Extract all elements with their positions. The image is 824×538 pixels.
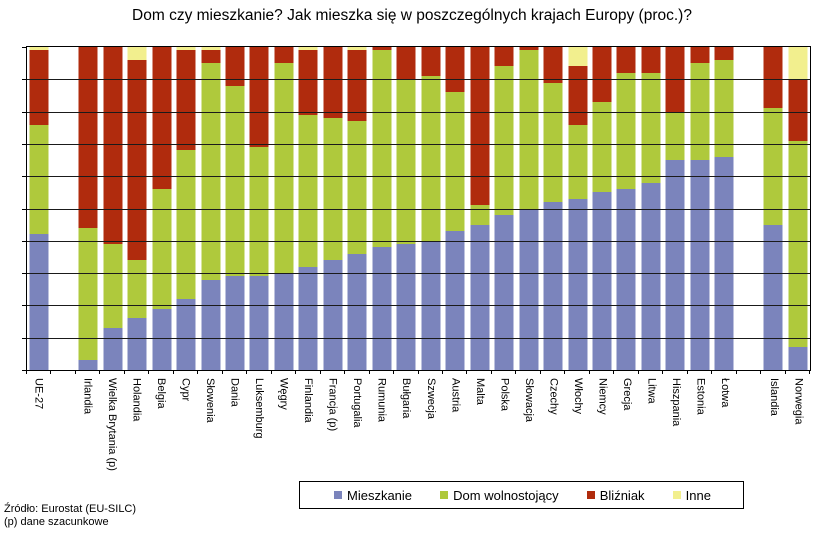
x-axis-label: Norwegia [792, 378, 805, 425]
y-axis-tick [22, 305, 27, 306]
legend-entry-Dom wolnostojący [440, 488, 559, 503]
x-axis-label: Wielka Brytania (p) [105, 378, 118, 471]
x-axis-label: Irlandia [81, 378, 94, 415]
x-axis-tick [466, 370, 467, 374]
x-axis-tick [736, 370, 737, 374]
segment-Bliźniak [446, 47, 465, 92]
x-axis-label: Włochy [571, 378, 584, 415]
segment-Bliźniak [690, 47, 709, 63]
segment-Dom wolnostojący [641, 73, 660, 183]
segment-Dom wolnostojący [544, 83, 563, 203]
x-axis-labels [26, 378, 811, 482]
gridline [27, 176, 810, 177]
segment-Mieszkanie [225, 276, 244, 370]
x-axis-tick [197, 370, 198, 374]
segment-Bliźniak [177, 50, 196, 150]
segment-Mieszkanie [788, 347, 807, 370]
x-axis-tick [246, 370, 247, 374]
x-axis-label: Łotwa [719, 378, 732, 408]
segment-Dom wolnostojący [421, 76, 440, 241]
segment-Dom wolnostojący [30, 125, 49, 235]
segment-Dom wolnostojący [128, 260, 147, 318]
segment-Bliźniak [593, 47, 612, 102]
x-axis-tick [564, 370, 565, 374]
x-axis-tick [222, 370, 223, 374]
segment-Dom wolnostojący [79, 228, 98, 360]
segment-Bliźniak [641, 47, 660, 73]
segment-Mieszkanie [30, 234, 49, 370]
gridline [27, 144, 810, 145]
x-axis-tick [369, 370, 370, 374]
legend-label: Bliźniak [599, 487, 645, 503]
segment-Bliźniak [421, 47, 440, 76]
x-axis-tick [418, 370, 419, 374]
x-axis-tick [99, 370, 100, 374]
segment-Mieszkanie [568, 199, 587, 370]
legend-swatch-icon [673, 491, 681, 499]
x-axis-tick [393, 370, 394, 374]
segment-Mieszkanie [495, 215, 514, 370]
segment-Bliźniak [152, 47, 171, 189]
segment-Dom wolnostojący [323, 118, 342, 260]
segment-Mieszkanie [617, 189, 636, 370]
gridline [27, 305, 810, 306]
segment-Mieszkanie [201, 280, 220, 370]
segment-Bliźniak [617, 47, 636, 73]
y-axis-tick [22, 47, 27, 48]
x-axis-tick [148, 370, 149, 374]
y-axis-tick [22, 241, 27, 242]
x-axis-tick [173, 370, 174, 374]
segment-Mieszkanie [79, 360, 98, 370]
x-axis-tick [711, 370, 712, 374]
segment-Bliźniak [470, 47, 489, 205]
chart-title: Dom czy mieszkanie? Jak mieszka się w poszczególnych krajach Europy (proc.)? [132, 7, 692, 24]
segment-Inne [128, 47, 147, 60]
segment-Mieszkanie [764, 225, 783, 370]
x-axis-label: Portugalia [351, 378, 364, 428]
source-line-1: Źródło: Eurostat (EU-SILC) [4, 503, 137, 515]
x-axis-label: Bułgaria [400, 378, 413, 419]
x-axis-label: Słowacja [522, 378, 535, 423]
gridline [27, 209, 810, 210]
legend-entry-Bliźniak [587, 488, 645, 503]
segment-Dom wolnostojący [103, 244, 122, 328]
x-axis-tick [638, 370, 639, 374]
segment-Dom wolnostojący [299, 115, 318, 267]
y-axis-tick [22, 144, 27, 145]
segment-Bliźniak [544, 47, 563, 83]
x-axis-tick [320, 370, 321, 374]
x-axis-tick [687, 370, 688, 374]
legend-swatch-icon [587, 491, 595, 499]
legend-swatch-icon [440, 491, 448, 499]
gridline [27, 338, 810, 339]
x-axis-tick [491, 370, 492, 374]
x-axis-label: Malta [473, 378, 486, 405]
segment-Mieszkanie [128, 318, 147, 370]
x-axis-tick [295, 370, 296, 374]
x-axis-tick [442, 370, 443, 374]
segment-Bliźniak [397, 47, 416, 79]
x-axis-label: Szwecja [424, 378, 437, 419]
x-axis-label: UE-27 [32, 378, 45, 410]
segment-Dom wolnostojący [225, 86, 244, 277]
x-axis-tick [124, 370, 125, 374]
source-line-2: (p) dane szacunkowe [4, 516, 109, 528]
x-axis-label: Francja (p) [326, 378, 339, 432]
segment-Bliźniak [788, 79, 807, 140]
segment-Mieszkanie [372, 247, 391, 370]
segment-Dom wolnostojący [201, 63, 220, 279]
segment-Dom wolnostojący [593, 102, 612, 192]
x-axis-label: Polska [498, 378, 511, 412]
legend-label: Dom wolnostojący [453, 487, 559, 503]
segment-Mieszkanie [519, 209, 538, 371]
x-axis-tick [344, 370, 345, 374]
segment-Dom wolnostojący [666, 112, 685, 160]
x-axis-tick [50, 370, 51, 374]
y-axis-tick [22, 338, 27, 339]
segment-Bliźniak [30, 50, 49, 124]
legend-entry-Inne [673, 488, 711, 503]
y-axis-tick [22, 209, 27, 210]
x-axis-label: Austria [449, 378, 462, 413]
x-axis-label: Czechy [547, 378, 560, 415]
x-axis-label: Słowenia [203, 378, 216, 423]
segment-Bliźniak [495, 47, 514, 66]
gridline [27, 241, 810, 242]
x-axis-tick [75, 370, 76, 374]
x-axis-tick [589, 370, 590, 374]
segment-Dom wolnostojący [348, 121, 367, 253]
x-axis-label: Finlandia [302, 378, 315, 423]
segment-Bliźniak [103, 47, 122, 244]
segment-Mieszkanie [593, 192, 612, 370]
x-axis-tick [809, 370, 810, 374]
x-axis-tick [515, 370, 516, 374]
x-axis-label: Niemcy [596, 378, 609, 415]
segment-Dom wolnostojący [152, 189, 171, 309]
segment-Dom wolnostojący [788, 141, 807, 348]
x-axis-label: Holandia [130, 378, 143, 422]
x-axis-label: Cypr [179, 378, 192, 402]
segment-Mieszkanie [152, 309, 171, 370]
segment-Bliźniak [299, 50, 318, 115]
segment-Bliźniak [323, 47, 342, 118]
x-axis-tick [540, 370, 541, 374]
legend-entry-Mieszkanie [334, 488, 412, 503]
segment-Mieszkanie [544, 202, 563, 370]
gridline [27, 273, 810, 274]
gridline [27, 112, 810, 113]
x-axis-tick [26, 370, 27, 374]
x-axis-label: Dania [228, 378, 241, 407]
segment-Dom wolnostojący [446, 92, 465, 231]
x-axis-label: Węgry [277, 378, 290, 410]
segment-Mieszkanie [348, 254, 367, 370]
segment-Dom wolnostojący [764, 108, 783, 224]
x-axis-label: Belgia [154, 378, 167, 409]
legend-label: Inne [685, 487, 711, 503]
x-axis-label: Rumunia [375, 378, 388, 423]
segment-Mieszkanie [103, 328, 122, 370]
gridline [27, 79, 810, 80]
legend [299, 481, 744, 509]
segment-Bliźniak [201, 50, 220, 63]
source-note [4, 503, 136, 529]
segment-Mieszkanie [470, 225, 489, 370]
y-axis-tick [22, 273, 27, 274]
segment-Inne [788, 47, 807, 79]
x-axis-label: Grecja [621, 378, 634, 411]
x-axis-label: Luksemburg [253, 378, 266, 439]
x-axis-tick [613, 370, 614, 374]
segment-Dom wolnostojący [519, 50, 538, 208]
legend-swatch-icon [334, 491, 342, 499]
segment-Mieszkanie [323, 260, 342, 370]
y-axis-tick [22, 176, 27, 177]
segment-Mieszkanie [641, 183, 660, 370]
segment-Mieszkanie [274, 273, 293, 370]
x-axis-tick [662, 370, 663, 374]
segment-Dom wolnostojący [177, 150, 196, 299]
segment-Dom wolnostojący [617, 73, 636, 189]
x-axis-tick [271, 370, 272, 374]
segment-Mieszkanie [446, 231, 465, 370]
segment-Bliźniak [715, 47, 734, 60]
segment-Bliźniak [764, 47, 783, 108]
segment-Inne [568, 47, 587, 66]
x-axis-label: Islandia [768, 378, 781, 416]
x-axis-tick [785, 370, 786, 374]
segment-Bliźniak [250, 47, 269, 147]
legend-label: Mieszkanie [347, 487, 413, 503]
segment-Mieszkanie [250, 276, 269, 370]
segment-Dom wolnostojący [495, 66, 514, 215]
x-axis-label: Estonia [694, 378, 707, 415]
segment-Mieszkanie [299, 267, 318, 370]
segment-Mieszkanie [397, 244, 416, 370]
segment-Bliźniak [274, 47, 293, 63]
x-axis-tick [760, 370, 761, 374]
segment-Dom wolnostojący [715, 60, 734, 157]
segment-Dom wolnostojący [397, 79, 416, 244]
x-axis-label: Litwa [645, 378, 658, 404]
y-axis-tick [22, 79, 27, 80]
y-axis-tick [22, 112, 27, 113]
x-axis-label: Hiszpania [670, 378, 683, 427]
segment-Bliźniak [79, 47, 98, 228]
segment-Mieszkanie [177, 299, 196, 370]
plot-area [26, 46, 811, 371]
segment-Dom wolnostojący [568, 125, 587, 199]
segment-Bliźniak [568, 66, 587, 124]
segment-Dom wolnostojący [250, 147, 269, 276]
segment-Bliźniak [128, 60, 147, 260]
